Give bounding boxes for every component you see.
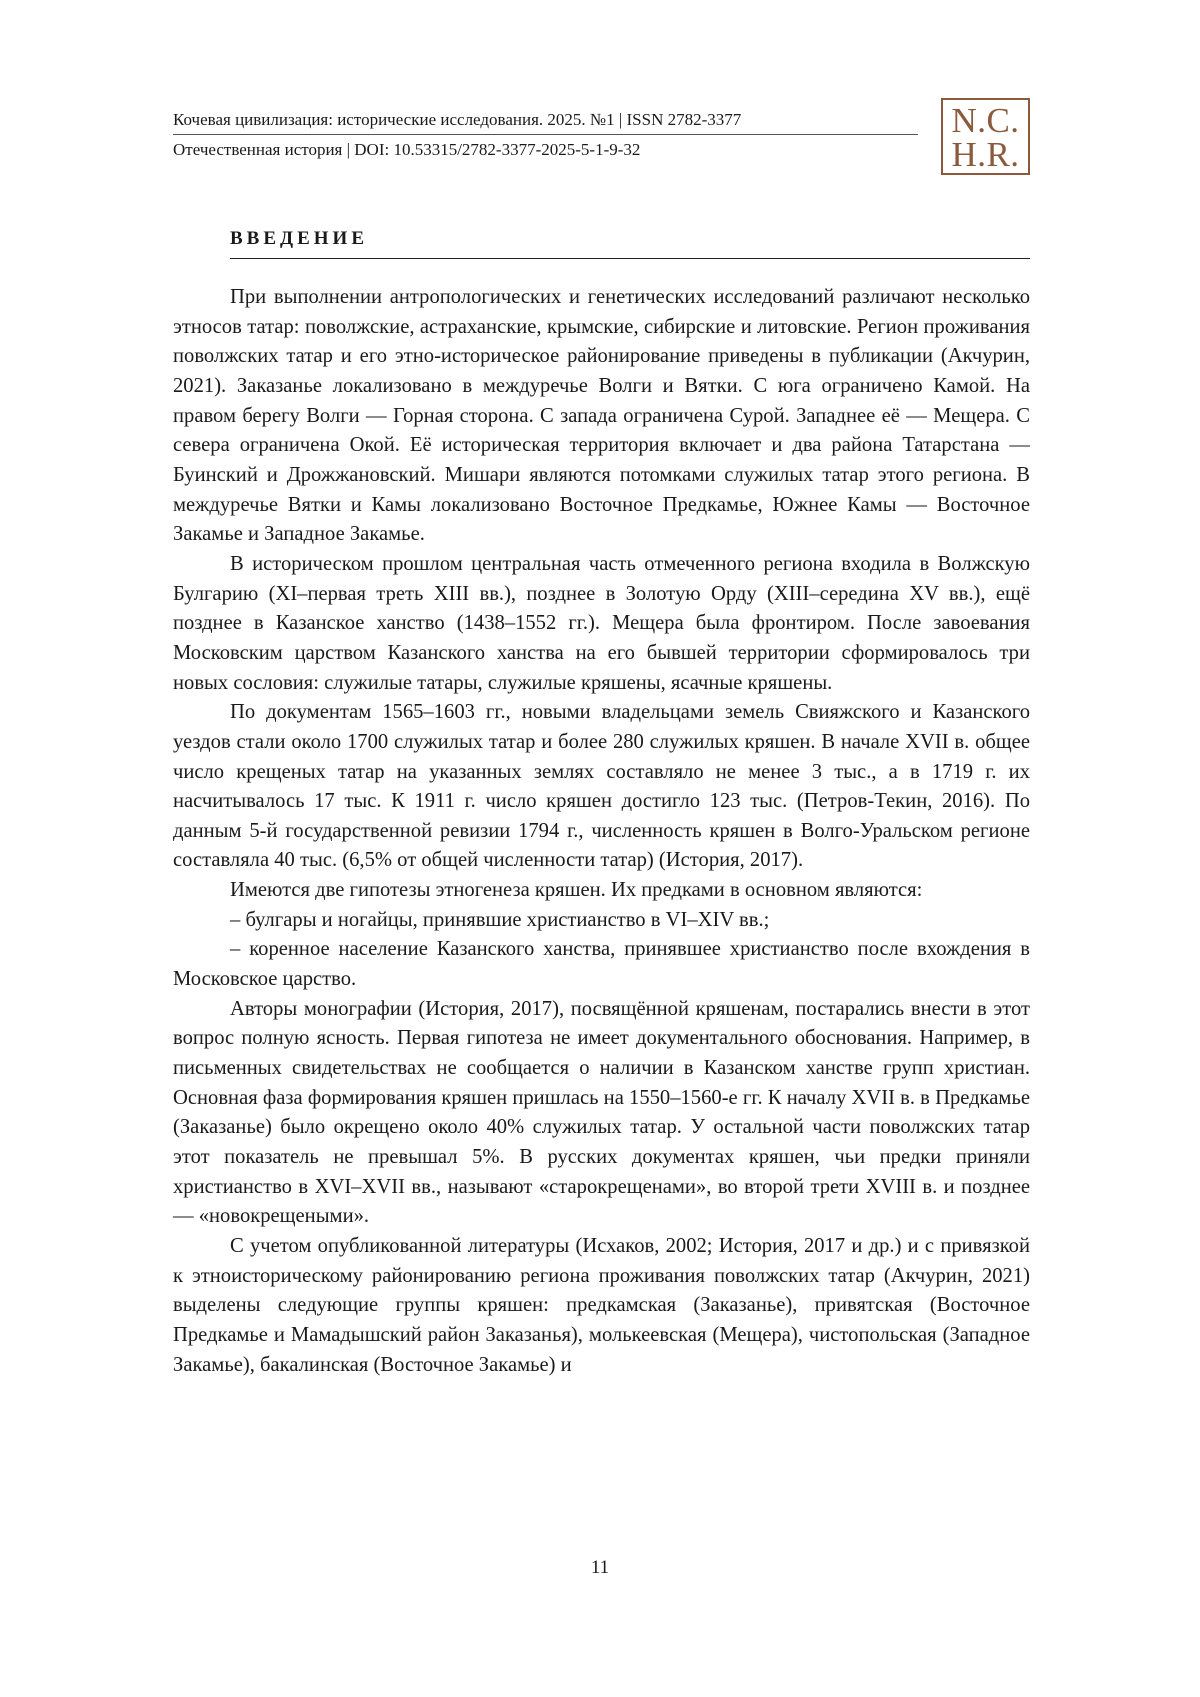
article-body [173, 283, 1030, 1380]
logo-text-top: N.C. [951, 101, 1020, 140]
section-heading: ВВЕДЕНИЕ [230, 228, 1030, 259]
running-header [173, 108, 933, 162]
paragraph: В историческом прошлом центральная часть отмеченного региона входила в Волжскую Булгарию (XI–первая треть XIII вв.), позднее в Золотую Орду (XIII–середина XV вв.), ещё позднее в Казанское ханство (1438–1552 гг.). Мещера была фронтиром. После завоевания Московским царством Казанского ханства на его бывшей территории сформировалось три новых сословия: служилые татары, служилые кряшены, ясачные кряшены. [173, 552, 1030, 694]
section-doi-line: Отечественная история | DOI: 10.53315/2782-3377-2025-5-1-9-32 [173, 140, 641, 159]
paragraph: При выполнении антропологических и генетических исследований различают несколько этносов татар: поволжские, астраханские, крымские, сибирские и литовские. Регион проживания поволжских татар и его этно-историческое районирование приведены в публикации (Акчурин, 2021). Заказанье локализовано в междуречье Волги и Вятки. С юга ограничено Камой. На правом берегу Волги — Горная сторона. С запада ограничена Сурой. Западнее её — Мещера. С севера ограничена Окой. Её историческая территория включает и два района Татарстана — Буинский и Дрожжановский. Мишари являются потомками служилых татар этого региона. В междуречье Вятки и Камы локализовано Восточное Предкамье, Южнее Камы — Восточное Закамье и Западное Закамье. [173, 286, 1030, 546]
paragraph: С учетом опубликованной литературы (Исхаков, 2002; История, 2017 и др.) и с привязкой к этноисторическому районированию региона проживания поволжских татар (Акчурин, 2021) выделены следующие группы кряшен: предкамская (Заказанье), привятская (Восточное Предкамье и Мамадышский район Заказанья), молькеевская (Мещера), чистопольская (Западное Закамье), бакалинская (Восточное Закамье) и [173, 1235, 1030, 1376]
list-item: – коренное население Казанского ханства, принявшее христианство после вхождения в Московское царство. [173, 938, 1030, 991]
paragraph: Имеются две гипотезы этногенеза кряшен. Их предками в основном являются: [230, 879, 923, 902]
journal-title-line: Кочевая цивилизация: исторические исследования. 2025. №1 | ISSN 2782-3377 [173, 110, 742, 129]
paragraph: Авторы монографии (История, 2017), посвящённой кряшенам, постарались внести в этот вопрос полную ясность. Первая гипотеза не имеет документального обоснования. Например, в письменных свидетельствах не сообщается о наличии в Казанском ханстве групп христиан. Основная фаза формирования кряшен пришлась на 1550–1560-е гг. К началу XVII в. в Предкамье (Заказанье) было окрещено около 40% служилых татар. У остальной части поволжских татар этот показатель не превышал 5%. В русских документах кряшен, чьи предки приняли христианство в XVI–XVII вв., называют «старокрещенами», во второй трети XVIII в. и позднее — «новокрещеными». [173, 997, 1030, 1228]
logo-text-bottom: H.R. [951, 135, 1020, 174]
page-number: 11 [590, 1557, 610, 1578]
paragraph: По документам 1565–1603 гг., новыми владельцами земель Свияжского и Казанского уездов стали около 1700 служилых татар и более 280 служилых кряшен. В начале XVII в. общее число крещеных татар на указанных землях составляло не менее 3 тыс., а в 1719 г. их насчитывалось 17 тыс. К 1911 г. число кряшен достигло 123 тыс. (Петров-Текин, 2016). По данным 5-й государственной ревизии 1794 г., численность кряшен в Волго-Уральском регионе составляла 40 тыс. (6,5% от общей численности татар) (История, 2017). [173, 701, 1030, 872]
list-item: – булгары и ногайцы, принявшие христианство в VI–XIV вв.; [230, 908, 770, 931]
header-rule [173, 134, 918, 135]
journal-logo [941, 98, 1030, 175]
